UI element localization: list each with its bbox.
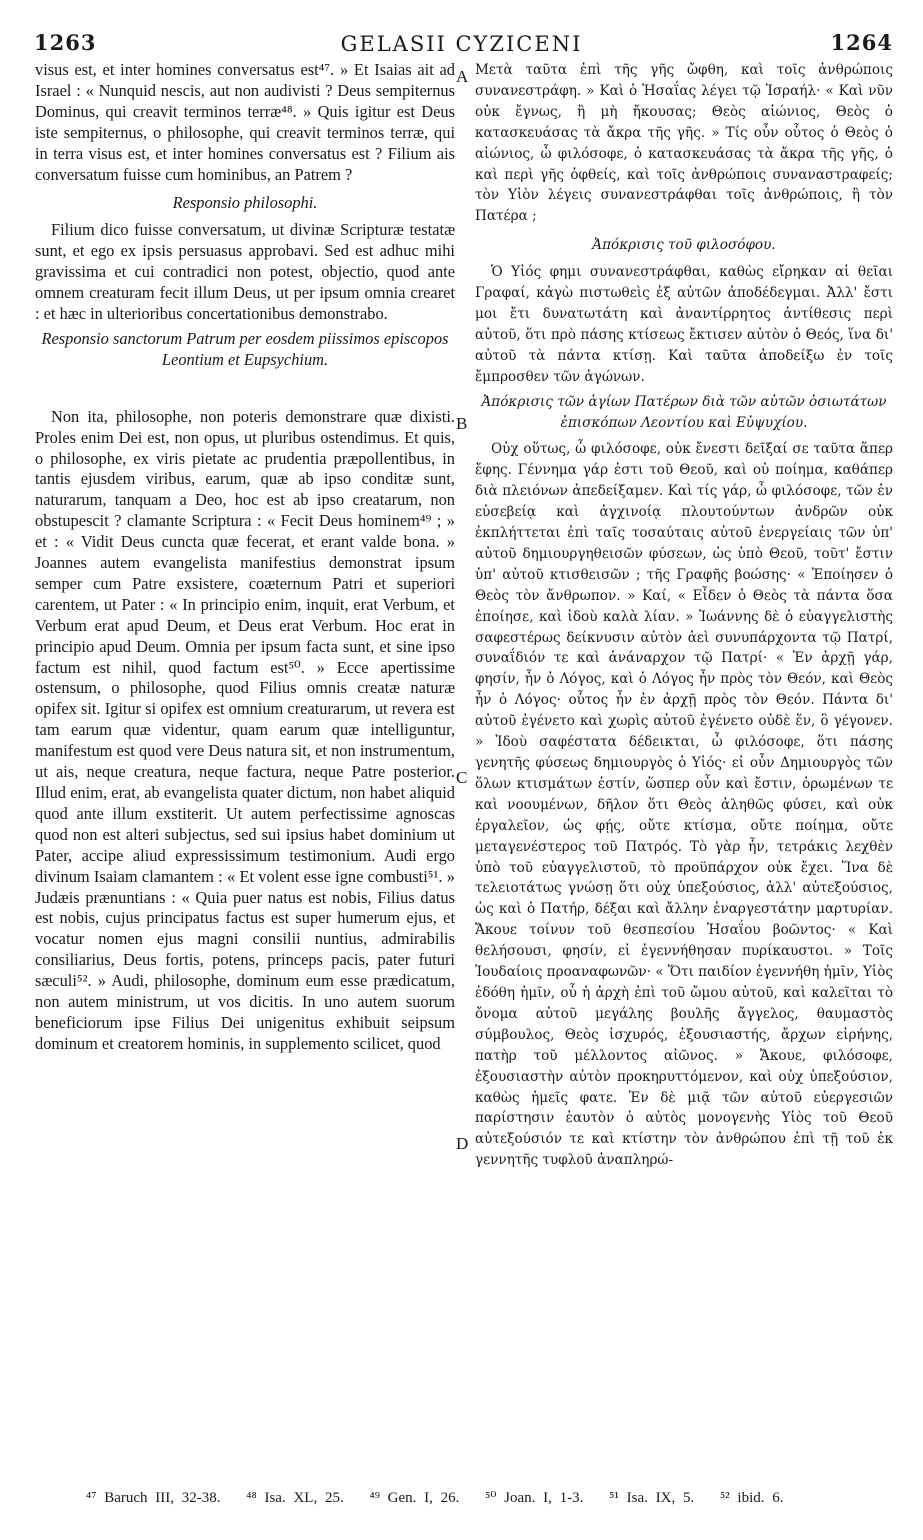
greek-paragraph: Μετὰ ταῦτα ἐπὶ τῆς γῆς ὤφθη, καὶ τοῖς ἀνθρώποις συνανεστράφη. » Καὶ ὁ Ἡσαΐας λέγει τῷ Ἰσραήλ· « Καὶ νῦν οὐκ ἔγνως, ἢ μὴ ἤκουσας; Θεὸς αἰώνιος, Θεὸς ὁ κατασκευάσας τὰ ἄκρα τῆς γῆς. » Τίς οὖν οὗτος ὁ Θεὸς ὁ αἰώνιος, ὦ φιλόσοφε, ὁ κατασκευάσας τὰ ἄκρα τῆς γῆς, ὁ καὶ περὶ γῆς ὀφθείς, καὶ τοῖς ἀνθρώποις συναναστραφείς; τὸν Υἱὸν λέγεις συνανεστράφθαι τοῖς ἀνθρώποις, ἢ τὸν Πατέρα ; bbox=[475, 62, 893, 225]
running-title: GELASII CYZICENI bbox=[340, 32, 583, 56]
latin-paragraph: visus est, et inter homines conversatus est⁴⁷. » Et Isaias ait ad Israel : « Nunquid nescis, aut non audivisti ? Deus sempiternus Dominus, qui creavit terminos terræ⁴⁸. » Quis igitur est Deus iste sempiternus, o philosophe, qui creavit terminos terræ, qui in terra visus est, et inter homines conversatus est ? Filium ais conversatum fuisse cum hominibus, an Patrem ? bbox=[35, 60, 455, 184]
greek-heading: Ἀπόκρισις τῶν ἁγίων Πατέρων διὰ τῶν αὐτῶν ὁσιωτάτων ἐπισκόπων Λεοντίου καὶ Εὐψυχίου. bbox=[481, 393, 887, 431]
margin-marker-a: A bbox=[456, 67, 469, 86]
greek-column bbox=[475, 60, 893, 1171]
latin-paragraph: Non ita, philosophe, non poteris demonstrare quæ dixisti. Proles enim Dei est, non opus, ut pluribus ostendimus. Et quis, o philosophe, ex viris pietate ac prudentia præpollentibus, in tantis ejusdem viribus, earum, quæ ab ipso conditæ sunt, naturarum, tanquam a Deo, hoc est ab ipso creatarum, non obstupescit ? clamante Scriptura : « Fecit Deus hominem⁴⁹ ; » et : « Vidit Deus cuncta quæ fecerat, et erant valde bona. » Joannes autem evangelista manifestius demonstrat ipsum semper cum Patre exsistere, coæternum Patri et superiori carentem, ut Pater : « In principio enim, inquit, erat Verbum, et Verbum erat apud Deum, et Deus erat Verbum. Hoc erat in principio apud Deum. Omnia per ipsum facta sunt, et sine ipso factum est nihil, quod factum est⁵⁰. » Ecce apertissime ostensum, o philosophe, quod Filius omnis creatæ naturæ opifex sit. Igitur si opifex est omnium creaturarum, ut revera est tam earum quæ videntur, quam earum quæ intelliguntur, manifestum est quod vere Deus natura sit, et non instrumentum, ut ais, neque creatura, neque factura, neque Patre posterior. Illud enim, erat, ab evangelista quater dictum, non habet aliquid quod ante illum exstiterit. Ut autem perfectissime agnoscas quod non est alteri subjectus, sed sui ipsius habet dominium ut Pater, accipe aliud expressissimum testimonium. Audi ergo divinum Isaiam clamantem : « Et volent esse igne combusti⁵¹. » Judæis prænuntians : « Quia puer natus est nobis, Filius datus est nobis, cujus principatus factus est super humerum ejus, et vocatur nomen ejus magni consilii nuntius, admirabilis consiliarius, Deus fortis, potens, princeps pacis, pater futuri sæculi⁵². » Audi, philosophe, dominum eum esse prædicatum, non autem ministrum, ut vos dicitis. In uno autem suorum beneficiorum ipse Filius Dei unigenitus exhibuit seipsum dominum et creatorem hominis, in supplemento scilicet, quod bbox=[35, 406, 455, 1053]
greek-paragraph: Ὁ Υἱός φημι συνανεστράφθαι, καθὼς εἴρηκαν αἱ θεῖαι Γραφαί, κἀγὼ πιστωθεὶς ἐξ αὐτῶν ἀποδέδεγμαι. Ἀλλ' ἔστι μοι ἔτι δυνατωτάτη καὶ ἀναντίρρητος ἀντίθεσις περὶ αὐτοῦ, ὅτι πρὸ πάσης κτίσεως ἔκτισεν αὐτὸν ὁ Θεός, ἵνα δι' αὐτοῦ τὰ πάντα κτίσῃ. Καὶ ταῦτα ἀποδείξω ἐν τοῖς ἔμπροσθεν τῶν ἀγώνων. bbox=[475, 264, 893, 385]
latin-heading: Responsio sanctorum Patrum per eosdem piissimos episcopos Leontium et Eupsychium. bbox=[41, 328, 449, 369]
footnote: ⁵¹ Isa. IX, 5. bbox=[609, 1490, 695, 1506]
column-number-right: 1264 bbox=[830, 30, 893, 55]
footnote: ⁵² ibid. 6. bbox=[719, 1490, 784, 1506]
footnote: ⁴⁸ Isa. XL, 25. bbox=[246, 1490, 344, 1506]
greek-heading: Ἀπόκρισις τοῦ φιλοσόφου. bbox=[592, 237, 776, 254]
latin-column bbox=[35, 60, 455, 1055]
margin-marker-c: C bbox=[456, 768, 468, 787]
greek-paragraph: Οὐχ οὕτως, ὦ φιλόσοφε, οὐκ ἔνεστι δεῖξαί σε ταῦτα ἅπερ ἔφης. Γέννημα γάρ ἐστι τοῦ Θεοῦ, καὶ οὐ ποίημα, καθάπερ διὰ πλειόνων ἀπεδείξαμεν. Καὶ τίς γάρ, ὦ φιλόσοφε, τῶν ἐν εὐσεβείᾳ καὶ ἀγχινοίᾳ πλουτούντων ἀνδρῶν οὐκ ἐκπλήττεται ἐπὶ ταῖς τοσαύταις αὐτοῦ ἐνεργείαις τῶν ὑπ' αὐτοῦ δημιουργηθεισῶν φύσεων, ὡς ὑπὸ Θεοῦ, τοῦτ' ἔστιν ὑπ' αὐτοῦ κτισθεισῶν ; τῆς Γραφῆς βοώσης· « Ἐποίησεν ὁ Θεὸς τὸν ἄνθρωπον. » Καί, « Εἶδεν ὁ Θεὸς τὰ πάντα ὅσα ἐποίησε, καὶ ἰδοὺ καλὰ λίαν. » Ἰωάννης δὲ ὁ εὐαγγελιστὴς σαφεστέρως δείκνυσιν αὐτὸν ἀεὶ συνυπάρχοντα τῷ Πατρί, συναΐδιόν τε καὶ ἀνάναρχον τῷ Πατρί· « Ἐν ἀρχῇ γάρ, φησίν, ἦν ὁ Λόγος, καὶ ὁ Λόγος ἦν πρὸς τὸν Θεόν, καὶ Θεὸς ἦν ὁ Λόγος· οὗτος ἦν ἐν ἀρχῇ πρὸς τὸν Θεόν. Πάντα δι' αὐτοῦ ἐγένετο καὶ χωρὶς αὐτοῦ ἐγένετο οὐδὲ ἕν, ὃ γέγονεν. » Ἰδοὺ σαφέστατα δέδεικται, ὦ φιλόσοφε, ὅτι πάσης γενητῆς φύσεως δημιουργὸς ὁ Υἱός· εἰ οὖν Δημιουργὸς τῶν ὅλων κτισμάτων ἐστίν, ὥσπερ οὖν καὶ ἔστιν, ὁρωμένων τε καὶ νοουμένων, δῆλον ὅτι Θεὸς ἀληθῶς φύσει, καὶ οὐκ ἐργαλεῖον, ὡς φῄς, οὔτε κτίσμα, οὔτε ποίημα, οὔτε μεταγενέστερος τοῦ Πατρός. Τὸ γὰρ ἦν, τετράκις λεχθὲν ὑπὸ τοῦ εὐαγγελιστοῦ, τὸ προϋπάρχον οὐκ ἔχει. Ἵνα δὲ τελειοτάτως γνώσῃ ὅτι οὐχ ὑπεξούσιος, ἀλλ' αὐτεξούσιος, ὡς καὶ ὁ Πατήρ, δέξαι καὶ ἄλλην ἐναργεστάτην μαρτυρίαν. Ἄκουε τοίνυν τοῦ θεσπεσίου Ἡσαΐου βοῶντος· « Καὶ θελήσουσι, φησίν, εἰ ἐγεννήθησαν πυρίκαυστοι. » Τοῖς Ἰουδαίοις προαναφωνῶν· « Ὅτι παιδίον ἐγεννήθη ἡμῖν, Υἱὸς ἐδόθη ἡμῖν, οὗ ἡ ἀρχὴ ἐπὶ τοῦ ὤμου αὐτοῦ, καὶ καλεῖται τὸ ὄνομα αὐτοῦ μεγάλης βουλῆς ἄγγελος, θαυμαστὸς σύμβουλος, Θεὸς ἰσχυρός, ἐξουσιαστής, ἄρχων εἰρήνης, πατὴρ τοῦ μέλλοντος αἰῶνος. » Ἄκουε, φιλόσοφε, ἐξουσιαστὴν αὐτὸν προκηρυττόμενον, καὶ οὐχ ὑπεξούσιον, καθὼς ἡμεῖς φατε. Ἐν δὲ μιᾷ τῶν αὐτοῦ εὐεργεσιῶν παρίστησιν ἑαυτὸν ὁ αὐτὸς μονογενὴς Υἱὸς τοῦ Θεοῦ αὐτεξούσιόν τε καὶ κτίστην τὸν ἀνθρώπου ἐπὶ τῇ τοῦ ἐκ γεννητῆς τυφλοῦ ἀναπληρώ- bbox=[475, 441, 894, 1169]
margin-marker-d: D bbox=[456, 1134, 469, 1153]
footnote: ⁴⁷ Baruch III, 32-38. bbox=[86, 1490, 221, 1506]
footnote: ⁴⁹ Gen. I, 26. bbox=[369, 1490, 460, 1506]
footnotes bbox=[86, 1488, 886, 1507]
latin-heading: Responsio philosophi. bbox=[172, 193, 318, 213]
margin-marker-b: B bbox=[456, 414, 468, 433]
latin-paragraph: Filium dico fuisse conversatum, ut divinæ Scripturæ testatæ sunt, et ego ex ipsis persuasus approbavi. Sed est adhuc mihi gravissima et cui contradici non potest, objectio, quod ante omnem creaturam fecit illum Deus, ut per ipsum omnia crearet : et hæc in ulterioribus concertationibus demonstrabo. bbox=[35, 220, 455, 323]
column-number-left: 1263 bbox=[34, 30, 97, 55]
footnote: ⁵⁰ Joan. I, 1-3. bbox=[485, 1490, 584, 1506]
page-header bbox=[0, 0, 923, 56]
